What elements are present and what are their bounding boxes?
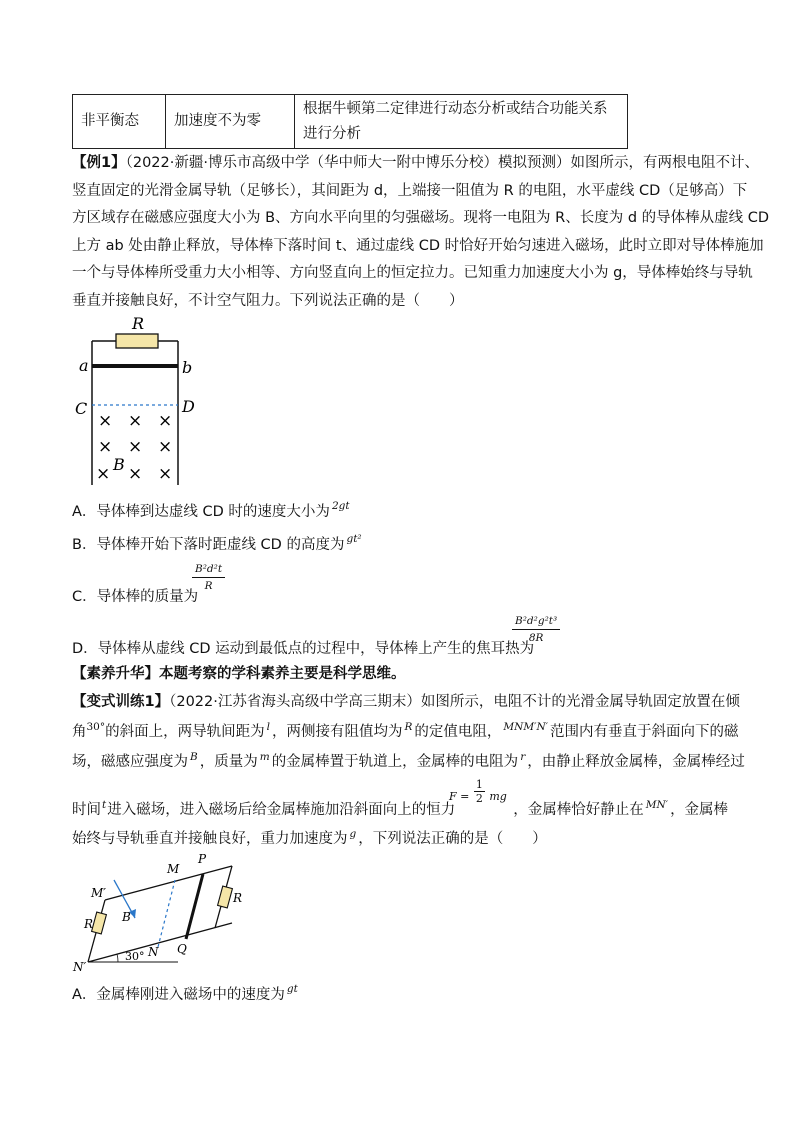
field-cross: × [158, 411, 173, 431]
option-D-text: D．导体棒从虚线 CD 运动到最低点的过程中，导体棒上产生的焦耳热为 [72, 641, 535, 657]
force-right: mg [489, 790, 507, 803]
incline-rail-figure [70, 850, 250, 975]
magnetic-field-crosses [96, 411, 172, 484]
variant-option-A [72, 983, 298, 1004]
option-C [72, 585, 198, 606]
label-N: N [148, 945, 159, 959]
label-D: D [182, 397, 195, 416]
symbol-t: t [102, 799, 107, 811]
field-cross: × [98, 411, 113, 431]
option-C-denominator: R [204, 580, 213, 592]
field-cross: × [98, 437, 113, 457]
bottom-rail [88, 923, 232, 962]
field-cross: × [158, 437, 173, 457]
option-A-text: A．导体棒到达虚线 CD 时的速度大小为 [72, 504, 330, 520]
symbol-r: r [520, 751, 526, 763]
field-cross: × [96, 464, 111, 484]
force-left: F = [449, 790, 470, 803]
label-Q: Q [177, 942, 187, 956]
variant1-line1 [72, 690, 740, 711]
rail-circuit-figure [70, 315, 210, 487]
literacy-tag: 【素养升华】 [72, 666, 159, 682]
table-row [73, 95, 628, 149]
option-D-denominator: 8R [528, 632, 544, 644]
state-table [72, 94, 628, 149]
label-P: P [198, 852, 207, 866]
example1-source: （2022·新疆·博乐市高级中学（华中师大一附中博乐分校）模拟预测）如图所示，有两根电阻不计、 [125, 155, 759, 171]
symbol-m: m [259, 751, 270, 763]
variant-option-A-formula: gt [286, 983, 298, 995]
label-M: M [167, 862, 180, 876]
field-cross: × [128, 464, 143, 484]
symbol-B: B [190, 751, 198, 763]
force-numerator: 1 [475, 778, 483, 791]
option-C-numerator: B²d²t [192, 563, 225, 578]
label-C: C [75, 399, 88, 418]
table-cell-condition: 加速度不为零 [166, 95, 295, 149]
symbol-R: R [404, 721, 413, 733]
example1-line5: 一个与导体棒所受重力大小相等、方向竖直向上的恒定拉力。已知重力加速度大小为 g，导体棒始终与导轨 [72, 265, 753, 281]
field-cross: × [128, 437, 143, 457]
force-formula [449, 778, 507, 805]
example1-line6: 垂直并接触良好，不计空气阻力。下列说法正确的是（ ） [72, 292, 464, 309]
label-R: R [132, 315, 145, 333]
literacy-text: 本题考察的学科素养主要是科学思维。 [159, 666, 406, 682]
label-angle: 30° [125, 950, 145, 963]
symbol-g: g [349, 828, 357, 840]
variant-option-A-text: A．金属棒刚进入磁场中的速度为 [72, 987, 285, 1003]
example1-paragraph [72, 150, 770, 315]
field-cross: × [158, 464, 173, 484]
variant1-line4: 时间$^t$进入磁场，进入磁场后给金属棒施加沿斜面向上的恒力 ，金属棒恰好静止在 $^{MN'}$ ，金属棒 [72, 799, 729, 818]
dashed-line-MN [158, 880, 175, 947]
symbol-MN: MN′ [645, 799, 669, 811]
variant1-line3: 场，磁感应强度为 $^B$ ，质量为 $^m$ 的金属棒置于轨道上，金属棒的电阻为 $^r$ ，由静止释放金属棒，金属棒经过 [72, 751, 745, 770]
option-A-formula: 2gt [331, 500, 350, 512]
resistor-right [218, 886, 233, 908]
label-B2: B [122, 910, 131, 924]
table-cell-method: 根据牛顿第二定律进行动态分析或结合功能关系进行分析 [295, 95, 628, 149]
angle-value: 30° [86, 721, 106, 733]
example1-line3: 方区域存在磁感应强度大小为 B、方向水平向里的匀强磁场。现将一电阻为 R、长度为 d 的导体棒从虚线 CD [72, 210, 770, 226]
force-denominator: 2 [475, 792, 483, 805]
symbol-l: l [266, 721, 270, 733]
symbol-region: MNM′N′ [503, 721, 549, 733]
literacy-note [72, 662, 406, 683]
resistor-left [92, 912, 107, 934]
example1-line2: 竖直固定的光滑金属导轨（足够长），其间距为 d，上端接一阻值为 R 的电阻，水平虚线 CD（足够高）下 [72, 182, 748, 199]
table-cell-state: 非平衡态 [73, 95, 166, 149]
variant1-source: （2022·江苏省海头高级中学高三期末）如图所示，电阻不计的光滑金属导轨固定放置在倾 [169, 694, 740, 710]
label-M-prime: M′ [91, 886, 107, 900]
label-a: a [79, 356, 89, 375]
label-N-prime: N′ [73, 960, 87, 974]
option-C-fraction [192, 563, 225, 592]
example1-line4: 上方 ab 处由静止释放，导体棒下落时间 t、通过虚线 CD 时恰好开始匀速进入磁场，此时立即对导体棒施加 [72, 237, 764, 254]
metal-rod-PQ [186, 874, 203, 939]
variant1-line2: 角$^{30^\circ}$的斜面上，两导轨间距为 $^l$ ，两侧接有阻值均为 $^R$ 的定值电阻， $^{MNM'N'}$ 范围内有垂直于斜面向下的磁 [72, 721, 739, 740]
option-C-text: C．导体棒的质量为 [72, 589, 199, 605]
option-B-formula: gt² [346, 533, 362, 545]
resistor-R [116, 334, 158, 348]
option-B [72, 533, 362, 554]
example1-tag: 【例1】 [72, 155, 126, 171]
variant1-line5: 始终与导轨垂直并接触良好，重力加速度为 $^g$ ，下列说法正确的是（ ） [72, 828, 547, 847]
option-B-text: B．导体棒开始下落时距虚线 CD 的高度为 [72, 537, 345, 553]
option-D-numerator: B²d²g²t³ [512, 615, 560, 630]
option-A [72, 500, 350, 521]
option-D-fraction [512, 615, 560, 644]
option-D [72, 637, 534, 658]
label-R-right: R [233, 891, 243, 905]
variant1-tag: 【变式训练1】 [72, 694, 170, 710]
field-cross: × [128, 411, 143, 431]
label-b: b [182, 358, 193, 377]
label-B: B [113, 455, 125, 474]
label-R-left: R [84, 917, 94, 931]
